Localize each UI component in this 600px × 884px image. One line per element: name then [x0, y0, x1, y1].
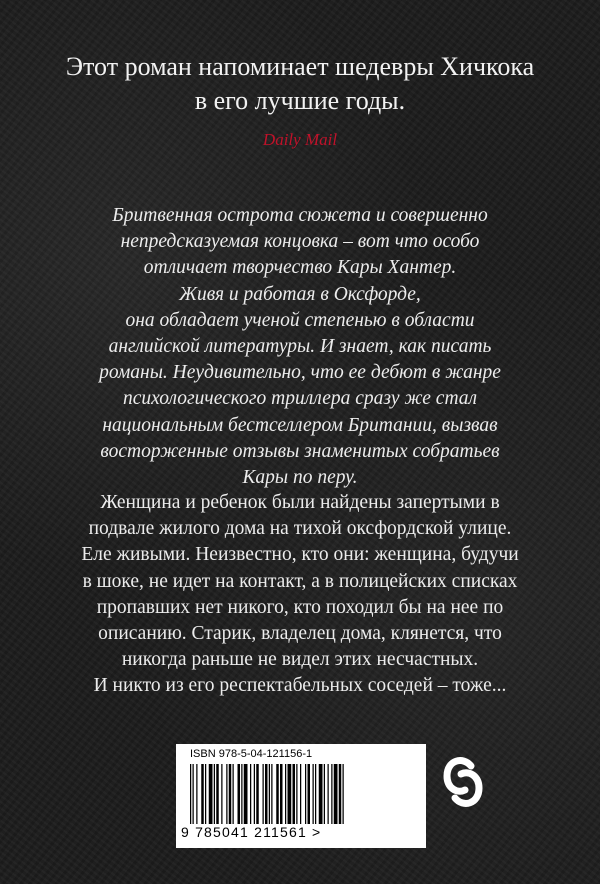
barcode-bar [331, 764, 332, 824]
about-line: непредсказуемая концовка – вот что особо [120, 231, 480, 253]
barcode-bar [196, 764, 197, 824]
barcode-bar [296, 764, 297, 824]
barcode-bar [293, 764, 296, 824]
review-quote [40, 50, 560, 118]
about-line: английской литературы. И знает, как писать [108, 336, 492, 358]
barcode-bar [269, 764, 270, 824]
about-line: Бритвенная острота сюжета и совершенно [112, 205, 488, 226]
isbn-number: ISBN 978-5-04-121156-1 [190, 748, 313, 760]
quote-source: Daily Mail [262, 130, 338, 149]
barcode-bar [280, 764, 283, 824]
synopsis-line: никогда раньше не видел этих несчастных. [121, 649, 479, 671]
barcode-bar [241, 764, 242, 824]
quote-line: Этот роман напоминает шедевры Хичкока [65, 52, 535, 81]
barcode-bar [265, 764, 268, 824]
barcode-bar [271, 764, 272, 824]
about-author-paragraph [30, 203, 570, 491]
synopsis-line: подвале жилого дома на тихой оксфордской улице. [88, 518, 512, 540]
barcode-bar [193, 764, 194, 824]
barcode-bar [343, 764, 344, 824]
barcode-bar [324, 764, 325, 824]
about-line: отличает творчество Кары Хантер. [143, 257, 457, 279]
barcode-bar [238, 764, 241, 824]
synopsis-paragraph [30, 490, 570, 700]
about-line: она обладает ученой степенью в области [125, 309, 475, 331]
barcode-bar [205, 764, 206, 824]
synopsis-line: Женщина и ребенок были найдены запертыми в [100, 492, 500, 513]
barcode-bar [256, 764, 259, 824]
barcode-bar [216, 764, 219, 824]
barcode-bar [201, 764, 204, 824]
synopsis-line: в шоке, не идет на контакт, а в полицейских списках [82, 570, 518, 592]
barcode-bar [244, 764, 248, 824]
synopsis-line: Еле живыми. Неизвестно, кто они: женщина, будучи [81, 544, 519, 566]
barcode-bars [188, 764, 414, 824]
barcode-bar [288, 764, 292, 824]
barcode-bar [319, 764, 323, 824]
about-line: национальным бестселлером Британии, вызвав [102, 414, 498, 436]
about-line: Живя и работая в Оксфорде, [179, 283, 421, 305]
barcode-bar [315, 764, 316, 824]
barcode-bar [263, 764, 264, 824]
barcode-bar [308, 764, 311, 824]
about-line: романы. Неудивительно, что ее дебют в жанре [99, 362, 501, 384]
barcode-bar [254, 764, 255, 824]
barcode-bar [313, 764, 314, 824]
synopsis-line: пропавших нет никого, кто походил бы на нее по [96, 596, 504, 618]
quote-line: в его лучшие годы. [194, 86, 406, 115]
barcode-bar [250, 764, 251, 824]
barcode-bar [233, 764, 234, 824]
barcode-bar [221, 764, 222, 824]
barcode-bar [276, 764, 279, 824]
ean-digits: 9 785041 211561 > [181, 824, 322, 840]
barcode-bar [300, 764, 301, 824]
barcode-bar [285, 764, 286, 824]
synopsis-line: И никто из его респектабельных соседей – тоже... [93, 675, 507, 697]
barcode-bar [229, 764, 232, 824]
eksmo-logo-icon [441, 752, 485, 812]
barcode-bar [334, 764, 338, 824]
isbn-barcode [176, 744, 426, 848]
about-line: Кары по перу. [242, 467, 358, 489]
barcode-bar [214, 764, 215, 824]
barcode-bar [328, 764, 329, 824]
about-line: восторженные отзывы знаменитых собратьев [100, 440, 500, 462]
barcode-bar [209, 764, 213, 824]
barcode-bar [339, 764, 342, 824]
synopsis-line: описанию. Старик, владелец дома, клянется, что [98, 623, 502, 645]
barcode-bar [305, 764, 306, 824]
barcode-bar [226, 764, 227, 824]
barcode-bar [190, 764, 191, 824]
about-line: психологического триллера сразу же стал [122, 388, 478, 410]
